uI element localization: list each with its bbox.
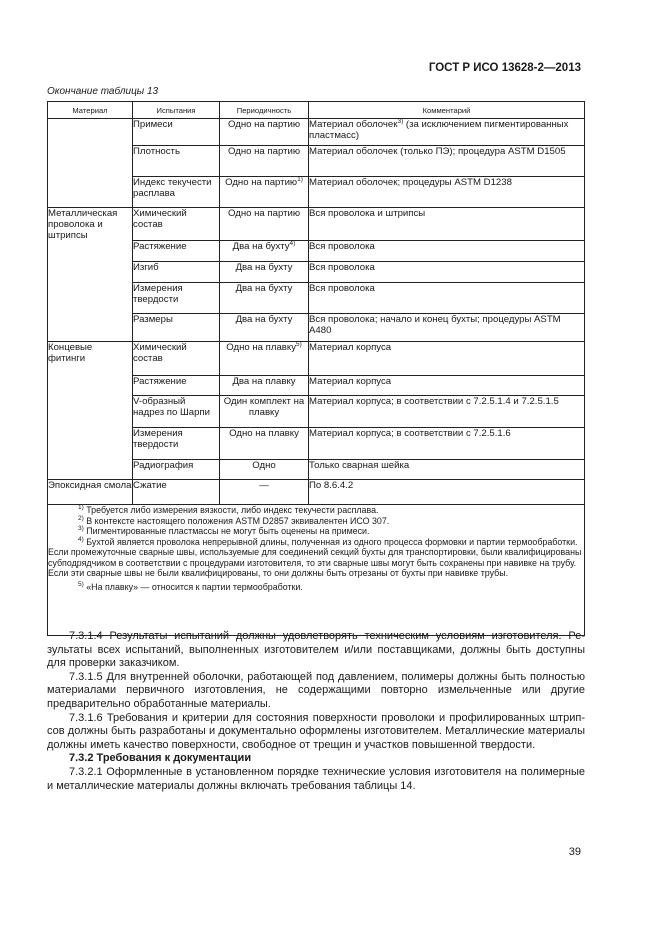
period-cell: Одно bbox=[220, 460, 309, 480]
comment-cell: Вся проволока; начало и конец бухты; процедуры ASTM A480 bbox=[309, 314, 585, 342]
test-cell: Размеры bbox=[133, 314, 220, 342]
comment-cell: Материал корпуса; в соответствии с 7.2.5.1.4 и 7.2.5.1.5 bbox=[309, 396, 585, 428]
footnote-ref: 5) bbox=[296, 341, 302, 348]
test-table bbox=[47, 101, 585, 636]
footnotes-row bbox=[48, 505, 585, 636]
period-cell: Одно на плавку bbox=[220, 428, 309, 460]
document-header: ГОСТ Р ИСО 13628-2—2013 bbox=[428, 62, 581, 74]
comment-cell: По 8.6.4.2 bbox=[309, 480, 585, 505]
paragraph: 7.3.1.5 Для внутренней оболочки, работающей под давлением, полимеры должны быть полностью материалами первичного изготовления, не содержащими повторно измельченные или другие предварительно обработанные материалы. bbox=[47, 670, 585, 710]
material-cell-empty bbox=[48, 119, 133, 208]
period-cell: Одно на партию bbox=[220, 119, 309, 146]
paragraph: 7.3.1.6 Требования и критерии для состояния поверхности проволоки и профилированных штрипсов должны быть разработаны и документально оформлены изготовителем. Металлические материалы должны иметь качество поверхности, свободное от трещин и участков повышенной твердости. bbox=[47, 711, 585, 751]
col-header-periodicity: Периодичность bbox=[220, 102, 309, 119]
test-cell: Химический состав bbox=[133, 342, 220, 376]
comment-cell: Материал корпуса bbox=[309, 376, 585, 396]
comment-cell: Материал оболочек (только ПЭ); процедура ASTM D1505 bbox=[309, 146, 585, 177]
page-number: 39 bbox=[568, 846, 581, 858]
comment-cell: Вся проволока bbox=[309, 262, 585, 283]
col-header-tests: Испытания bbox=[133, 102, 220, 119]
period-cell: — bbox=[220, 480, 309, 505]
table-row bbox=[48, 119, 585, 146]
table-row bbox=[48, 480, 585, 505]
test-cell: Химический состав bbox=[133, 208, 220, 241]
comment-cell: Вся проволока bbox=[309, 283, 585, 314]
table-row bbox=[48, 342, 585, 376]
test-cell: Измерения твердости bbox=[133, 283, 220, 314]
period-cell: Два на бухту bbox=[220, 314, 309, 342]
section-heading: 7.3.2 Требования к документации bbox=[69, 752, 252, 765]
period-cell: Одно на партию bbox=[220, 208, 309, 241]
footnote: $^{1)}$ Требуется либо измерения вязкости, либо индекс текучести расплава. bbox=[78, 504, 379, 515]
comment-cell: Только сварная шейка bbox=[309, 460, 585, 480]
footnote-ref: 4) bbox=[289, 240, 296, 247]
comment-cell: Материал оболочек; процедуры ASTM D1238 bbox=[309, 177, 585, 208]
period-cell: Два на бухту bbox=[220, 283, 309, 314]
footnote: $^{5)}$ «На плавку» — относится к партии термообработки. bbox=[78, 580, 303, 592]
material-cell: Металлическая проволока и штрипсы bbox=[48, 208, 133, 342]
footnote: $^{2)}$ В контексте настоящего положения ASTM D2857 эквивалентен ИСО 307. bbox=[78, 514, 390, 526]
test-cell: Радиография bbox=[133, 460, 220, 480]
comment-cell: Материал оболочек$^{3)}$ (за исключением пигментированных пластмасс) bbox=[309, 119, 585, 146]
table-header-row bbox=[48, 102, 585, 119]
test-cell: Плотность bbox=[133, 146, 220, 177]
test-cell: Измерения твердости bbox=[133, 428, 220, 460]
comment-cell: Материал корпуса; в соответствии с 7.2.5.1.6 bbox=[309, 428, 585, 460]
footnotes-cell bbox=[48, 505, 585, 636]
test-cell: V-образный надрез по Шарпи bbox=[133, 396, 220, 428]
footnote-ref: 1) bbox=[297, 176, 303, 183]
paragraph: 7.3.1.4 Результаты испытаний должны удовлетворять техническим условиям изготовителя. Результаты всех испытаний, выполненных изготовителем и/или поставщиками, должны быть доступны для проверки заказчиком. bbox=[47, 630, 585, 670]
comment-cell: Материал корпуса bbox=[309, 342, 585, 376]
col-header-material: Материал bbox=[48, 102, 133, 119]
table-caption: Окончание таблицы 13 bbox=[47, 86, 159, 97]
period-cell: Два на бухту$^{4)}$ bbox=[220, 241, 309, 262]
comment-cell: Вся проволока и штрипсы bbox=[309, 208, 585, 241]
footnote: $^{3)}$ Пигментированные пластмассы не могут быть оценены на примеси. bbox=[78, 525, 370, 536]
paragraph: 7.3.2.1 Оформленные в установленном порядке технические условия изготовителя на полимерные и металлические материалы должны включать требования таблицы 14. bbox=[47, 765, 585, 792]
period-cell: Одно на партию$^{1)}$ bbox=[220, 177, 309, 208]
footnote-ref: 3) bbox=[397, 118, 404, 125]
material-cell: Концевые фитинги bbox=[48, 342, 133, 480]
period-cell: Два на плавку bbox=[220, 376, 309, 396]
test-cell: Примеси bbox=[133, 119, 220, 146]
period-cell: Один комплект на плавку bbox=[220, 396, 309, 428]
period-cell: Одно на партию bbox=[220, 146, 309, 177]
test-cell: Сжатие bbox=[133, 480, 220, 505]
period-cell: Одно на плавку$^{5)}$ bbox=[220, 342, 309, 376]
body-text bbox=[47, 630, 585, 793]
material-cell: Эпоксидная смола bbox=[48, 480, 133, 505]
test-cell: Индекс текучести расплава bbox=[133, 177, 220, 208]
test-cell: Изгиб bbox=[133, 262, 220, 283]
test-cell: Растяжение bbox=[133, 241, 220, 262]
period-cell: Два на бухту bbox=[220, 262, 309, 283]
table-row bbox=[48, 208, 585, 241]
col-header-comment: Комментарий bbox=[309, 102, 585, 119]
footnote: $^{4)}$ Бухтой является проволока непрерывной длины, полученная из одного процесса формовки и партии термообработки. Если промежуточные сварные швы, используемые для соединений секций бухты для транспортировки, были квалифицированы субподрядчиком в соответствии с процедурами изготовителя, то эти сварные швы могут быть сохранены при навивке на трубу. Если эти сварные швы не были квалифицированы, то они должны быть отрезаны от бухты при навивке трубы. bbox=[48, 535, 582, 578]
comment-cell: Вся проволока bbox=[309, 241, 585, 262]
test-cell: Растяжение bbox=[133, 376, 220, 396]
